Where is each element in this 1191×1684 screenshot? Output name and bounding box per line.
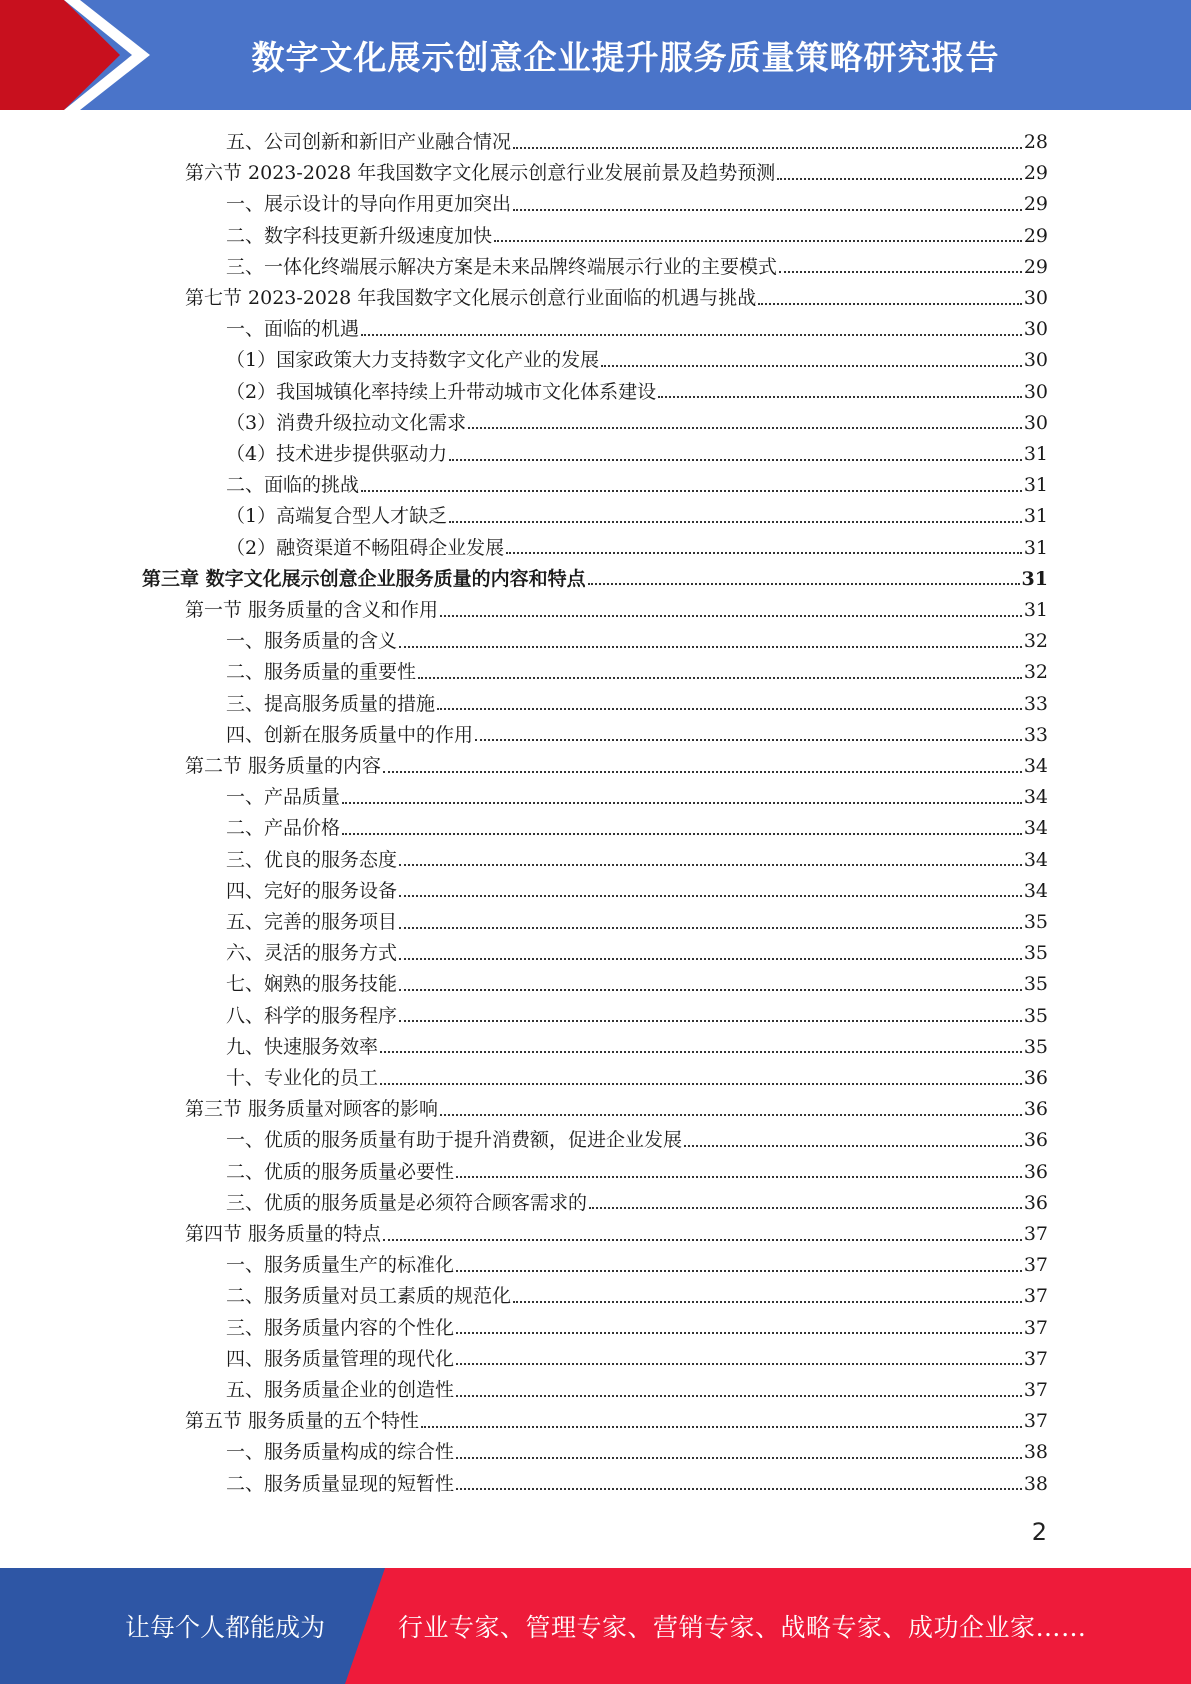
toc-entry-page: 29 [1023,224,1048,247]
toc-entry[interactable] [226,1375,1048,1406]
toc-entry-label: （1）国家政策大力支持数字文化产业的发展 [226,349,600,372]
toc-entry[interactable] [226,907,1048,938]
toc-entry-label: （2）我国城镇化率持续上升带动城市文化体系建设 [226,380,657,403]
toc-entry-label: 二、数字科技更新升级速度加快 [226,224,493,247]
toc-leader-dots [506,552,1022,554]
toc-leader-dots [383,1239,1022,1241]
toc-entry-page: 31 [1023,536,1048,559]
toc-entry[interactable] [226,1188,1048,1219]
toc-leader-dots [513,147,1022,149]
toc-entry-page: 36 [1023,1129,1048,1152]
toc-entry-page: 36 [1023,1067,1048,1089]
toc-leader-dots [456,1363,1022,1365]
toc-leader-dots [449,521,1022,523]
toc-entry[interactable] [226,1437,1048,1468]
toc-leader-dots [456,1176,1022,1178]
toc-entry-page: 37 [1023,1285,1048,1308]
toc-entry[interactable] [226,377,1048,408]
toc-leader-dots [399,646,1022,648]
toc-entry[interactable] [226,252,1048,283]
toc-entry-label: 三、服务质量内容的个性化 [226,1316,455,1339]
toc-entry-label: 二、服务质量显现的短暂性 [226,1472,455,1495]
toc-entry-page: 37 [1023,1316,1048,1339]
toc-entry-page: 35 [1023,973,1048,996]
toc-entry[interactable] [185,1219,1048,1250]
page-number: 2 [1031,1518,1047,1546]
toc-entry[interactable] [185,1406,1048,1437]
toc-entry[interactable] [226,657,1048,688]
toc-entry-page: 33 [1023,723,1048,746]
toc-leader-dots [440,615,1022,617]
toc-entry-page: 34 [1023,817,1048,840]
toc-leader-dots [456,1488,1022,1490]
toc-entry-page: 34 [1023,848,1048,871]
toc-entry-label: 四、服务质量管理的现代化 [226,1347,455,1370]
toc-leader-dots [399,958,1022,960]
toc-entry-page: 35 [1023,1035,1048,1058]
toc-leader-dots [468,427,1022,429]
toc-entry[interactable] [226,470,1048,501]
toc-leader-dots [342,833,1022,835]
toc-entry-label: 二、面临的挑战 [226,474,360,497]
toc-entry-label: （1）高端复合型人才缺乏 [226,505,448,528]
toc-entry-label: 一、服务质量的含义 [226,630,398,653]
toc-entry-label: 一、产品质量 [226,786,341,809]
toc-entry-page: 37 [1023,1347,1048,1370]
toc-entry[interactable] [185,158,1048,189]
toc-entry-label: （4）技术进步提供驱动力 [226,443,448,465]
footer-slogan-left: 让每个人都能成为 [124,1613,325,1642]
toc-leader-dots [380,1083,1022,1085]
toc-entry-page: 37 [1023,1254,1048,1277]
footer-slogan-right: 行业专家、管理专家、营销专家、战略专家、成功企业家…… [398,1613,1087,1642]
toc-entry[interactable] [226,408,1048,439]
toc-leader-dots [494,240,1022,242]
header-arrow-icon [0,0,150,110]
toc-entry-page: 29 [1023,193,1048,216]
toc-leader-dots [513,209,1022,211]
toc-entry[interactable] [226,533,1048,564]
toc-entry-page: 32 [1023,661,1048,684]
toc-leader-dots [513,1301,1022,1303]
toc-leader-dots [342,802,1022,804]
toc-leader-dots [437,708,1022,710]
toc-entry-page: 35 [1023,911,1048,933]
toc-entry[interactable] [226,345,1048,376]
toc-leader-dots [361,334,1022,336]
toc-entry-label: 九、快速服务效率 [226,1035,379,1058]
toc-entry[interactable] [226,1250,1048,1281]
toc-entry-label: 十、专业化的员工 [226,1067,379,1089]
toc-entry-page: 30 [1023,349,1048,372]
toc-entry-page: 28 [1023,131,1048,153]
toc-entry[interactable] [185,283,1048,314]
toc-entry-label: （2）融资渠道不畅阻碍企业发展 [226,536,505,559]
toc-entry[interactable] [226,782,1048,813]
toc-entry[interactable] [226,1063,1048,1094]
toc-entry[interactable] [226,1469,1048,1500]
toc-entry-page: 37 [1023,1223,1048,1245]
toc-entry[interactable] [185,751,1048,782]
toc-leader-dots [456,1457,1022,1459]
toc-entry-label: 五、完善的服务项目 [226,911,398,933]
toc-entry-page: 32 [1023,630,1048,653]
toc-entry-page: 31 [1023,505,1048,528]
toc-leader-dots [383,771,1022,773]
toc-entry[interactable] [226,1157,1048,1188]
toc-entry[interactable] [226,127,1048,158]
toc-leader-dots [399,895,1022,897]
toc-entry-page: 37 [1023,1379,1048,1401]
toc-leader-dots [449,459,1022,461]
toc-leader-dots [601,365,1022,367]
toc-entry-label: 第一节 服务质量的含义和作用 [185,599,439,621]
toc-entry[interactable] [226,1344,1048,1375]
toc-entry[interactable] [226,1125,1048,1156]
toc-entry-label: 五、服务质量企业的创造性 [226,1379,455,1401]
page-header [0,0,1191,110]
toc-entry-label: 二、服务质量对员工素质的规范化 [226,1285,512,1308]
toc-entry-page: 36 [1023,1191,1048,1214]
toc-entry-label: 一、展示设计的导向作用更加突出 [226,193,512,216]
toc-entry-label: 第二节 服务质量的内容 [185,755,382,777]
toc-leader-dots [418,677,1022,679]
toc-entry-page: 35 [1023,1004,1048,1027]
report-title: 数字文化展示创意企业提升服务质量策略研究报告 [251,37,1000,77]
toc-entry-page: 36 [1023,1098,1048,1121]
toc-leader-dots [456,1332,1022,1334]
toc-entry-label: 第五节 服务质量的五个特性 [185,1410,420,1433]
toc-entry[interactable] [142,564,1048,595]
toc-leader-dots [380,1051,1022,1053]
toc-entry-label: 三、优质的服务质量是必须符合顾客需求的 [226,1191,588,1214]
toc-entry-page: 31 [1023,474,1048,497]
toc-entry-label: 二、服务质量的重要性 [226,661,417,684]
toc-entry-label: 第七节 2023-2028 年我国数字文化展示创意行业面临的机遇与挑战 [185,287,757,309]
toc-entry-page: 30 [1023,411,1048,434]
toc-entry-label: 四、创新在服务质量中的作用 [226,723,474,746]
toc-leader-dots [779,271,1022,273]
toc-entry[interactable] [226,221,1048,252]
toc-entry-label: 三、提高服务质量的措施 [226,692,436,715]
toc-entry[interactable] [226,969,1048,1000]
toc-leader-dots [399,864,1022,866]
toc-entry-label: 一、服务质量构成的综合性 [226,1441,455,1464]
toc-entry-label: 一、面临的机遇 [226,318,360,341]
toc-leader-dots [589,1207,1022,1209]
toc-leader-dots [399,927,1022,929]
toc-entry[interactable] [185,1094,1048,1125]
toc-entry[interactable] [226,813,1048,844]
toc-entry-page: 30 [1023,287,1048,309]
toc-entry-label: 一、服务质量生产的标准化 [226,1254,455,1277]
toc-entry-label: 第四节 服务质量的特点 [185,1223,382,1245]
toc-entry-label: （3）消费升级拉动文化需求 [226,411,467,434]
toc-entry[interactable] [226,189,1048,220]
toc-entry-label: 第三节 服务质量对顾客的影响 [185,1098,439,1121]
toc-entry[interactable] [226,439,1048,470]
toc-entry-label: 二、产品价格 [226,817,341,840]
toc-entry-page: 30 [1023,380,1048,403]
toc-entry[interactable] [226,1281,1048,1312]
toc-entry-page: 34 [1023,755,1048,777]
toc-leader-dots [456,1270,1022,1272]
toc-entry-page: 31 [1023,443,1048,465]
toc-entry-label: 一、优质的服务质量有助于提升消费额，促进企业发展 [226,1129,683,1152]
toc-leader-dots [475,739,1022,741]
toc-leader-dots [361,490,1022,492]
toc-entry-page: 29 [1023,255,1048,278]
toc-entry-page: 38 [1023,1472,1048,1495]
toc-entry[interactable] [226,1032,1048,1063]
toc-leader-dots [777,178,1022,180]
toc-entry-page: 35 [1023,942,1048,965]
toc-entry[interactable] [226,314,1048,345]
toc-entry-label: 五、公司创新和新旧产业融合情况 [226,131,512,153]
toc-entry[interactable] [226,876,1048,907]
toc-entry-page: 30 [1023,318,1048,341]
toc-entry-label: 四、完好的服务设备 [226,879,398,902]
toc-entry[interactable] [226,1001,1048,1032]
toc-leader-dots [758,303,1022,305]
toc-entry[interactable] [226,626,1048,657]
toc-entry[interactable] [226,938,1048,969]
toc-leader-dots [684,1145,1022,1147]
toc-entry-page: 33 [1023,692,1048,715]
toc-entry-label: 七、娴熟的服务技能 [226,973,398,996]
toc-entry[interactable] [226,501,1048,532]
toc-entry-page: 31 [1023,599,1048,621]
toc-entry-page: 36 [1023,1160,1048,1183]
toc-entry[interactable] [185,595,1048,626]
toc-leader-dots [588,583,1020,585]
toc-entry-label: 第三章 数字文化展示创意企业服务质量的内容和特点 [142,567,586,590]
toc-leader-dots [658,396,1022,398]
toc-entry-page: 37 [1023,1410,1048,1433]
toc-entry-page: 31 [1021,567,1048,590]
toc-entry-label: 六、灵活的服务方式 [226,942,398,965]
toc-entry-label: 三、一体化终端展示解决方案是未来品牌终端展示行业的主要模式 [226,255,778,278]
toc-leader-dots [456,1395,1022,1397]
toc-leader-dots [421,1426,1022,1428]
toc-entry-page: 34 [1023,879,1048,902]
toc-entry[interactable] [226,1313,1048,1344]
toc-entry-label: 第六节 2023-2028 年我国数字文化展示创意行业发展前景及趋势预测 [185,162,776,185]
toc-entry-label: 八、科学的服务程序 [226,1004,398,1027]
page-footer [0,1568,1191,1684]
toc-leader-dots [399,1020,1022,1022]
toc-leader-dots [399,989,1022,991]
toc-entry[interactable] [226,845,1048,876]
toc-entry-label: 三、优良的服务态度 [226,848,398,871]
toc-entry-page: 29 [1023,162,1048,185]
toc-entry-page: 34 [1023,786,1048,809]
toc-leader-dots [440,1114,1022,1116]
toc-entry-page: 38 [1023,1441,1048,1464]
toc-entry-label: 二、优质的服务质量必要性 [226,1160,455,1183]
toc-entry[interactable] [226,720,1048,751]
toc-entry[interactable] [226,689,1048,720]
